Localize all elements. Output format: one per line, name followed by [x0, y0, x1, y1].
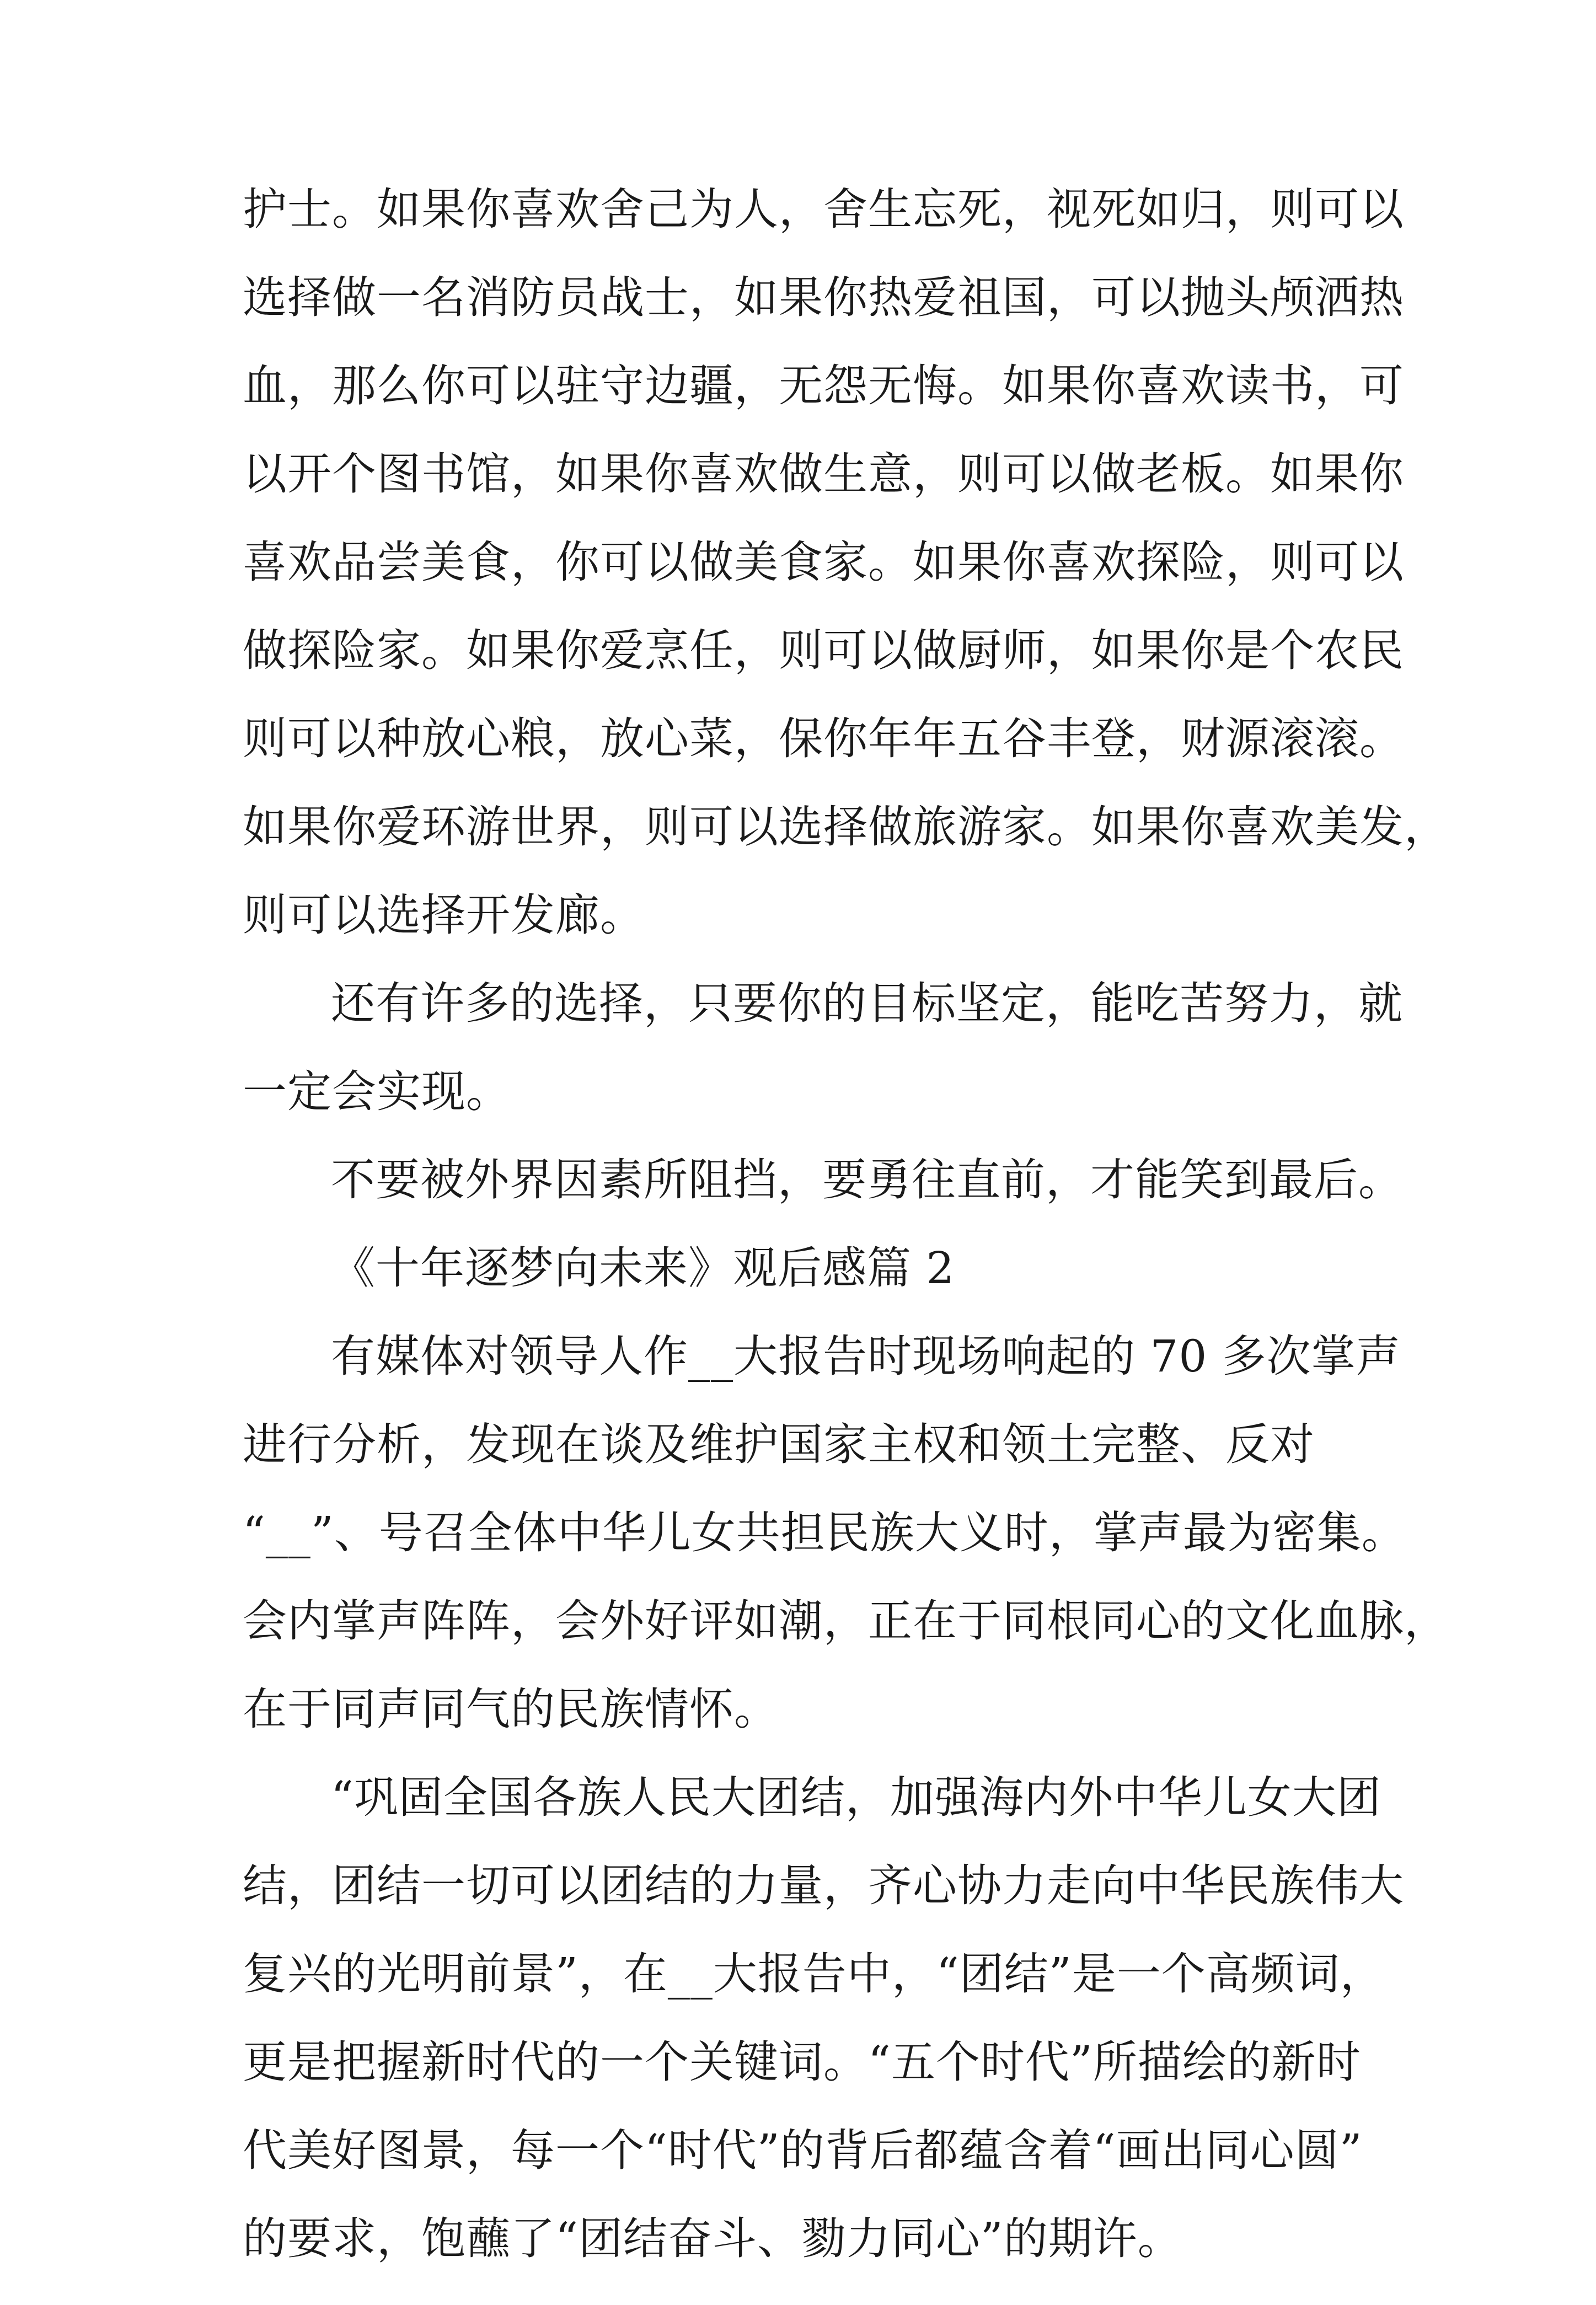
text-line: 则可以种放心粮，放心菜，保你年年五谷丰登，财源滚滚。 — [243, 713, 1404, 764]
text-line: 一定会实现。 — [243, 1066, 511, 1117]
text-line: 有媒体对领导人作__大报告时现场响起的 70 多次掌声 — [331, 1331, 1401, 1382]
text-line: “__”、号召全体中华儿女共担民族大义时，掌声最为密集。 — [243, 1507, 1406, 1558]
text-line: 会内掌声阵阵，会外好评如潮，正在于同根同心的文化血脉， — [243, 1595, 1449, 1647]
text-line: 更是把握新时代的一个关键词。“五个时代”所描绘的新时 — [243, 2036, 1361, 2088]
text-line: 不要被外界因素所阻挡，要勇往直前，才能笑到最后。 — [331, 1154, 1403, 1205]
section-heading: 《十年逐梦向未来》观后感篇 2 — [331, 1242, 955, 1294]
text-line: 血，那么你可以驻守边疆，无怨无悔。如果你喜欢读书，可 — [243, 360, 1404, 411]
text-line: 复兴的光明前景”，在__大报告中，“团结”是一个高频词， — [243, 1948, 1385, 2000]
text-line: 选择做一名消防员战士，如果你热爱祖国，可以抛头颅洒热 — [243, 272, 1404, 323]
text-line: 代美好图景，每一个“时代”的背后都蕴含着“画出同心圆” — [243, 2125, 1363, 2176]
text-line: 如果你爱环游世界，则可以选择做旅游家。如果你喜欢美发， — [243, 801, 1449, 853]
text-line: 的要求，饱蘸了“团结奋斗、勠力同心”的期许。 — [243, 2213, 1182, 2264]
body-text — [243, 184, 1449, 2305]
text-line: 在于同声同气的民族情怀。 — [243, 1684, 779, 1735]
text-line: “巩固全国各族人民大团结，加强海内外中华儿女大团 — [331, 1772, 1381, 1823]
text-line: 还有许多的选择，只要你的目标坚定，能吃苦努力，就 — [331, 978, 1403, 1029]
text-line: 喜欢品尝美食，你可以做美食家。如果你喜欢探险，则可以 — [243, 537, 1404, 588]
text-line: 则可以选择开发廊。 — [243, 889, 645, 941]
text-line: 结，团结一切可以团结的力量，齐心协力走向中华民族伟大 — [243, 1860, 1404, 1911]
text-line: 做探险家。如果你爱烹任，则可以做厨师，如果你是个农民 — [243, 625, 1404, 676]
text-line: 以开个图书馆，如果你喜欢做生意，则可以做老板。如果你 — [243, 448, 1404, 500]
text-line: 护士。如果你喜欢舍己为人，舍生忘死，视死如归，则可以 — [243, 184, 1404, 235]
text-line: 进行分析，发现在谈及维护国家主权和领土完整、反对 — [243, 1419, 1315, 1470]
